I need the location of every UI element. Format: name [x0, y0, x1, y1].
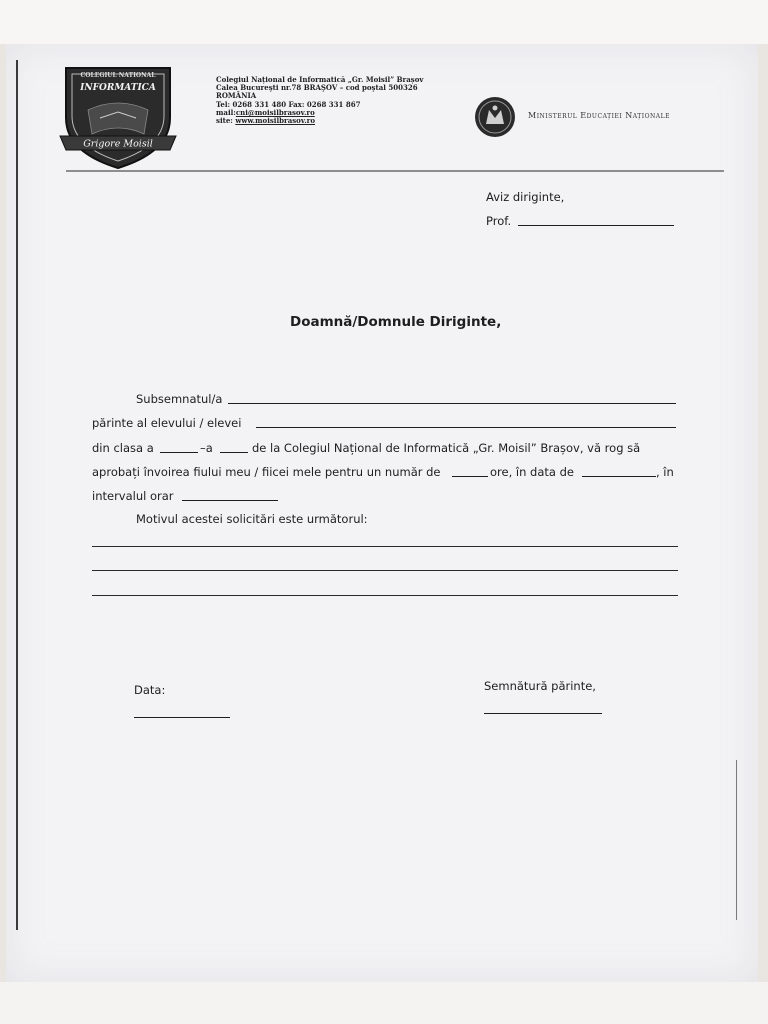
class-letter-field[interactable] [220, 452, 248, 453]
logo-top-text: COLEGIUL NATIONAL [80, 72, 156, 79]
signature-field[interactable] [484, 713, 602, 714]
school-site-line [216, 117, 456, 125]
signature-label: Semnătură părinte, [484, 679, 596, 693]
school-logo-icon [58, 60, 178, 172]
parent-name-field[interactable] [228, 403, 676, 404]
hours-count-field[interactable] [452, 476, 488, 477]
site-prefix: site: [216, 116, 236, 126]
approval-label: Aviz diriginte, [486, 190, 565, 204]
line4-part1: aprobați învoirea fiului meu / fiicei mele pentru un număr de [92, 465, 441, 479]
prof-name-field[interactable] [518, 225, 674, 226]
school-name-line: Colegiul Național de Informatică „Gr. Moisil” Brașov [216, 75, 424, 84]
line3-part3: de la Colegiul Național de Informatică „Gr. Moisil” Brașov, vă rog să [252, 441, 641, 455]
reason-line-1[interactable] [92, 546, 678, 547]
line1-prefix: Subsemnatul/a [136, 392, 223, 406]
header-divider [66, 170, 724, 172]
school-phone-line: Tel: 0268 331 480 Fax: 0268 331 867 [216, 99, 361, 109]
mail-prefix: mail: [216, 107, 236, 117]
form-sheet [6, 44, 758, 982]
binder-margin-line [16, 60, 18, 930]
line4-part2: ore, în data de [490, 465, 574, 479]
line5-prefix: intervalul orar [92, 489, 174, 503]
reason-label: Motivul acestei solicitări este următorul: [136, 512, 368, 526]
school-country-line: ROMÂNIA [216, 91, 257, 101]
form-title: Doamnă/Domnule Diriginte, [290, 314, 502, 330]
date-label: Data: [134, 683, 166, 697]
reason-line-3[interactable] [92, 595, 678, 596]
right-edge-line [736, 760, 737, 920]
date-field[interactable] [134, 717, 230, 718]
school-mail-link[interactable]: cni@moisilbrasov.ro [235, 107, 315, 117]
prof-label: Prof. [486, 214, 512, 228]
ministry-emblem-icon [474, 96, 516, 138]
photo-background-top [0, 0, 768, 44]
time-interval-field[interactable] [182, 500, 278, 501]
school-address-line: Calea Bucureşti nr.78 BRAŞOV – cod poştal 500326 [216, 83, 418, 93]
date-of-leave-field[interactable] [582, 476, 656, 477]
school-contact-block [216, 76, 456, 125]
logo-banner-text: Grigore Moisil [83, 138, 153, 150]
school-site-link[interactable]: www.moisilbrasov.ro [235, 116, 316, 126]
line3-part1: din clasa a [92, 441, 154, 455]
logo-arc-text: INFORMATICA [80, 83, 156, 93]
ministry-name: Ministerul Educației Naționale [528, 111, 670, 120]
line4-part3: , în [656, 465, 674, 479]
photo-background-bottom [0, 982, 768, 1024]
student-name-field[interactable] [256, 427, 676, 428]
line3-part2: –a [200, 441, 213, 455]
line2-prefix: părinte al elevului / elevei [92, 416, 242, 430]
reason-line-2[interactable] [92, 570, 678, 571]
class-number-field[interactable] [160, 452, 198, 453]
